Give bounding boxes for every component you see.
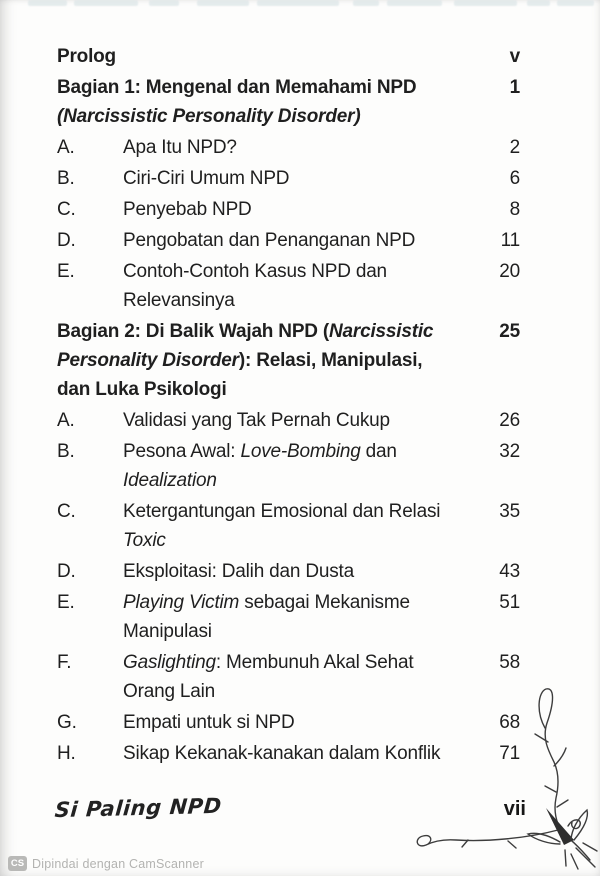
- toc-entry-page: 6: [509, 168, 520, 189]
- toc-entry: [57, 133, 520, 162]
- camscanner-watermark-text: Dipindai dengan CamScanner: [32, 856, 204, 871]
- toc-entry: [57, 164, 520, 193]
- toc-entry: [57, 557, 520, 586]
- toc-entry-letter: B.: [57, 441, 75, 462]
- toc-entry-title: Penyebab NPD: [123, 199, 252, 220]
- toc-entry: [57, 257, 520, 315]
- heading-line: Bagian 2: Di Balik Wajah NPD (Narcissistic: [57, 321, 434, 342]
- toc-entry-page: 32: [499, 441, 520, 462]
- toc-entry-letter: C.: [57, 501, 76, 522]
- toc-entry: [57, 195, 520, 224]
- toc-entry-title: Pengobatan dan Penanganan NPD: [123, 230, 416, 251]
- toc-entry-letter: F.: [57, 652, 72, 673]
- toc-entry-letter: E.: [57, 261, 75, 282]
- toc-entry-title: Pesona Awal: Love-Bombing dan Idealization: [123, 441, 397, 491]
- toc-entry: [57, 588, 520, 646]
- toc-entry-letter: H.: [57, 743, 76, 764]
- toc-entry-title: Sikap Kekanak-kanakan dalam Konflik: [123, 743, 441, 764]
- footer-book-title: Si Paling NPD: [53, 793, 223, 823]
- toc-entry-letter: E.: [57, 592, 75, 613]
- toc-prolog-page: v: [509, 46, 520, 67]
- heading-line: dan Luka Psikologi: [57, 379, 227, 400]
- footer-page-number: vii: [503, 798, 526, 820]
- heading-line: (Narcissistic Personality Disorder): [57, 106, 361, 127]
- toc-entry-page: 35: [499, 501, 520, 522]
- toc-entry-page: 68: [499, 712, 520, 733]
- toc-entry-title: Playing Victim sebagai Mekanisme Manipulasi: [123, 592, 410, 642]
- table-of-contents: [57, 42, 520, 770]
- toc-entry-title: Contoh-Contoh Kasus NPD dan Relevansinya: [123, 261, 387, 311]
- toc-entry-page: 8: [509, 199, 520, 220]
- toc-prolog-title: Prolog: [57, 46, 116, 67]
- toc-entry-title: Ketergantungan Emosional dan Relasi Toxic: [123, 501, 441, 551]
- toc-entry-letter: B.: [57, 168, 75, 189]
- toc-entry: [57, 226, 520, 255]
- toc-entry-page: 2: [509, 137, 520, 158]
- camscanner-watermark: [8, 856, 204, 871]
- toc-entry: [57, 406, 520, 435]
- camscanner-icon: CS: [8, 856, 27, 871]
- toc-entry-page: 11: [500, 230, 520, 251]
- toc-entry-page: 58: [499, 652, 520, 673]
- toc-entry-title: Empati untuk si NPD: [123, 712, 295, 733]
- toc-entry-page: 20: [499, 261, 520, 282]
- toc-entry-title: Ciri-Ciri Umum NPD: [123, 168, 290, 189]
- toc-part1-heading-title: [57, 73, 474, 131]
- vine-flourish-illustration: [408, 680, 600, 872]
- toc-entry-letter: C.: [57, 199, 76, 220]
- toc-entry-letter: A.: [57, 137, 75, 158]
- toc-entry-page: 51: [499, 592, 520, 613]
- scan-artifact-top: [28, 0, 594, 8]
- toc-entry-letter: G.: [57, 712, 77, 733]
- toc-part2-heading-title: [57, 317, 474, 404]
- toc-part2-heading: [57, 317, 520, 404]
- toc-part1-page: 1: [509, 77, 520, 98]
- toc-entry-page: 43: [499, 561, 520, 582]
- toc-entry-letter: D.: [57, 561, 76, 582]
- heading-line: Bagian 1: Mengenal dan Memahami NPD: [57, 77, 417, 98]
- toc-entry-page: 26: [499, 410, 520, 431]
- toc-entry-page: 71: [499, 743, 520, 764]
- toc-entry: [57, 497, 520, 555]
- toc-part1-heading: [57, 73, 520, 131]
- toc-entry-title: Gaslighting: Membunuh Akal Sehat Orang Lain: [123, 652, 414, 702]
- toc-entry: [57, 437, 520, 495]
- toc-entry-title: Apa Itu NPD?: [123, 137, 237, 158]
- toc-entry-letter: A.: [57, 410, 75, 431]
- toc-entry-title: Eksploitasi: Dalih dan Dusta: [123, 561, 354, 582]
- toc-part2-page: 25: [499, 321, 520, 342]
- toc-prolog-row: [57, 42, 520, 71]
- heading-line: Personality Disorder): Relasi, Manipulasi,: [57, 350, 423, 371]
- toc-entry-title: Validasi yang Tak Pernah Cukup: [123, 410, 390, 431]
- toc-entry-letter: D.: [57, 230, 76, 251]
